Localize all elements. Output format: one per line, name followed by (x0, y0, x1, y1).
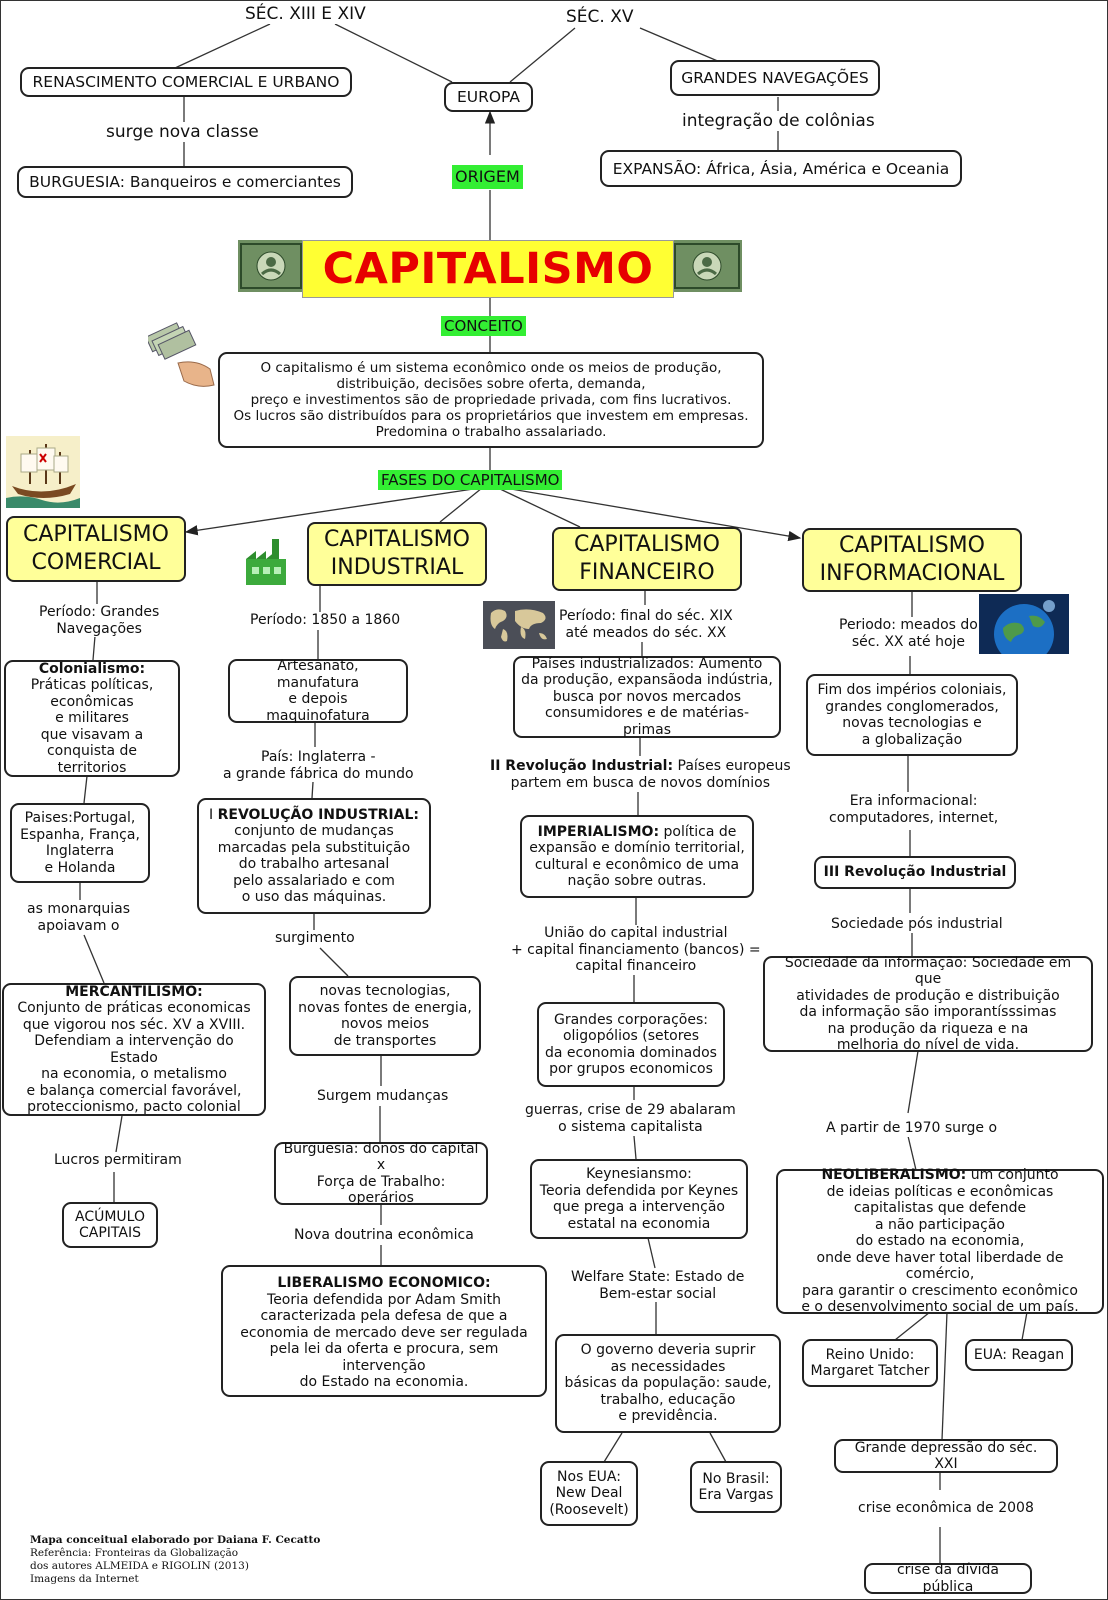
ii-revolucao-text: Países europeus partem em busca de novos domínios (510, 758, 791, 791)
label-surgimento: surgimento (272, 930, 358, 947)
box-paises-comercial: Paises:Portugal, Espanha, França, Inglaterra e Holanda (10, 803, 150, 883)
box-grandes-navegacoes: GRANDES NAVEGAÇÕES (670, 60, 880, 96)
neoliberalismo-text: um conjunto de ideias políticas e econômicas capitalistas que defende a não participação do estado na economia, onde deve haver total liberdade de comércio, para garantir o crescimento econômico e o desenvolvimento social de um país. (801, 1167, 1079, 1316)
colonialismo-heading: Colonialismo: (38, 660, 146, 677)
phase-financeiro: CAPITALISMO FINANCEIRO (552, 527, 742, 591)
mercantilismo-heading: MERCANTILISMO: (65, 983, 203, 1000)
label-era-informacional: Era informacional: computadores, internet, (826, 793, 1001, 826)
label-surgem-mudancas: Surgem mudanças (314, 1088, 451, 1105)
box-crise-divida: crise da dívida pública (864, 1563, 1032, 1594)
box-keynesianismo: Keynesiansmo: Teoria defendida por Keynes que prega a intervenção estatal na economia (530, 1159, 748, 1239)
label-fases: FASES DO CAPITALISMO (378, 470, 562, 490)
box-colonialismo (4, 660, 180, 777)
box-grande-depressao: Grande depressão do séc. XXI (834, 1439, 1058, 1473)
informacional-periodo: Periodo: meados do séc. XX até hoje (836, 617, 981, 650)
box-conceito: O capitalismo é um sistema econômico onde os meios de produção, distribuição, decisões sobre oferta, demanda, preço e investimentos são de propriedade privada, com fins lucrativos. Os lucros são distribuídos para os proprietários que investem em empresas. Predomina o trabalho assalariado. (218, 352, 764, 448)
label-sec-xiii-xiv: SÉC. XIII E XIV (242, 4, 369, 24)
phase-comercial: CAPITALISMO COMERCIAL (6, 516, 186, 582)
caravel-ship-icon (6, 436, 80, 508)
label-crise-2008: crise econômica de 2008 (855, 1500, 1037, 1517)
box-liberalismo (221, 1265, 547, 1397)
liberalismo-heading: LIBERALISMO ECONOMICO: (277, 1275, 491, 1291)
label-origem: ORIGEM (452, 165, 523, 189)
credits-author: Mapa conceitual elaborado por Daiana F. Cecatto (30, 1534, 321, 1546)
mercantilismo-text: Conjunto de práticas economicas que vigorou nos séc. XV a XVIII. Defendiam a intervenção do Estado na economia, o metalismo e balança comercial favorável, proteccionismo, pacto colonial (17, 1000, 251, 1115)
box-new-deal: Nos EUA: New Deal (Roosevelt) (540, 1461, 638, 1526)
box-era-vargas: No Brasil: Era Vargas (690, 1461, 782, 1513)
label-welfare: Welfare State: Estado de Bem-estar social (568, 1269, 747, 1302)
colonialismo-text: Práticas políticas, econômicas e militares que visavam a conquista de territorios (30, 677, 154, 776)
money-hand-icon (148, 315, 218, 391)
box-mercantilismo (2, 983, 266, 1116)
label-surge-classe: surge nova classe (103, 122, 262, 142)
credits-reference: Referência: Fronteiras da Globalização dos autores ALMEIDA e RIGOLIN (2013) Imagens da Internet (30, 1547, 249, 1585)
box-artesanato: Artesanato, manufatura e depois maquinofatura (228, 659, 408, 723)
credits (30, 1534, 320, 1586)
box-eua-reagan: EUA: Reagan (965, 1339, 1073, 1371)
world-map-icon (483, 601, 555, 649)
box-grandes-corporacoes: Grandes corporações: oligopólios (setores da economia dominados por grupos economicos (537, 1002, 725, 1087)
box-expansao: EXPANSÃO: África, Ásia, América e Oceania (600, 150, 962, 187)
i-revolucao-text: conjunto de mudanças marcadas pela substituição do trabalho artesanal pelo assalariado e com o uso das máquinas. (217, 823, 411, 905)
phase-industrial: CAPITALISMO INDUSTRIAL (307, 522, 487, 586)
label-guerras: guerras, crise de 29 abalaram o sistema capitalista (522, 1102, 739, 1135)
box-novas-tecnologias: novas tecnologias, novas fontes de energia, novos meios de transportes (289, 976, 481, 1056)
label-conceito: CONCEITO (441, 316, 526, 336)
phase-informacional: CAPITALISMO INFORMACIONAL (802, 528, 1022, 592)
comercial-periodo: Período: Grandes Navegações (36, 604, 162, 637)
i-revolucao-prefix: I (209, 806, 218, 823)
label-sec-xv: SÉC. XV (563, 7, 637, 27)
neoliberalismo-heading: NEOLIBERALISMO: (821, 1167, 967, 1184)
box-europa: EUROPA (444, 82, 533, 112)
box-i-revolucao (197, 798, 431, 914)
imperialismo-heading: IMPERIALISMO: (537, 823, 660, 840)
box-governo: O governo deveria suprir as necessidades básicas da população: saude, trabalho, educação e previdência. (555, 1334, 781, 1433)
ii-revolucao-heading: II Revolução Industrial: (490, 758, 674, 774)
label-nova-doutrina: Nova doutrina econômica (291, 1227, 477, 1244)
box-paises-industrializados: Países industrializados: Aumento da produção, expansãoda indústria, busca por novos mercados consumidores e de matérias-primas (513, 656, 781, 738)
box-imperialismo (520, 815, 754, 898)
box-sociedade-informacao: Sociedade da informação: Sociedade em que atividades de produção e distribuição da informação são imporantísssimas na produção da riqueza e na melhoria do nível de vida. (763, 956, 1093, 1052)
box-iii-revolucao: III Revolução Industrial (814, 856, 1016, 889)
box-burguesia: BURGUESIA: Banqueiros e comerciantes (17, 166, 353, 198)
label-a-partir-1970: A partir de 1970 surge o (823, 1120, 1000, 1137)
liberalismo-text: Teoria defendida por Adam Smith caracterizada pela defesa de que a economia de mercado deve ser regulada pela lei da oferta e procura, sem intervenção do Estado na economia. (240, 1291, 528, 1390)
box-reino-unido: Reino Unido: Margaret Tatcher (802, 1339, 938, 1387)
box-burguesia-forca: Burguesia: donos do capital x Força de Trabalho: operários (274, 1142, 488, 1205)
box-neoliberalismo (776, 1169, 1104, 1314)
box-renascimento: RENASCIMENTO COMERCIAL E URBANO (20, 67, 352, 97)
label-ii-revolucao (487, 758, 794, 791)
main-title: CAPITALISMO (302, 240, 674, 298)
label-pais-inglaterra: País: Inglaterra - a grande fábrica do mundo (220, 749, 417, 782)
financeiro-periodo: Período: final do séc. XIX até meados do séc. XX (556, 608, 736, 641)
label-lucros: Lucros permitiram (51, 1152, 185, 1169)
imperialismo-text: política de expansão e domínio territorial, cultural e econômico de uma nação sobre outras. (529, 823, 745, 889)
factory-icon (242, 537, 290, 589)
box-acumulo: ACÚMULO CAPITAIS (62, 1202, 158, 1248)
i-revolucao-heading: REVOLUÇÃO INDUSTRIAL: (217, 806, 419, 823)
label-sociedade-pos: Sociedade pós industrial (828, 916, 1006, 933)
money-bill-left-icon (238, 240, 304, 292)
box-fim-imperios: Fim dos impérios coloniais, grandes conglomerados, novas tecnologias e a globalização (806, 674, 1018, 756)
industrial-periodo: Período: 1850 a 1860 (247, 612, 403, 629)
globe-icon (979, 594, 1069, 654)
label-integracao: integração de colônias (679, 111, 878, 131)
label-monarquias: as monarquias apoiavam o (24, 901, 133, 934)
label-uniao-capital: União do capital industrial + capital financiamento (bancos) = capital financeiro (508, 925, 764, 975)
money-bill-right-icon (672, 240, 742, 292)
